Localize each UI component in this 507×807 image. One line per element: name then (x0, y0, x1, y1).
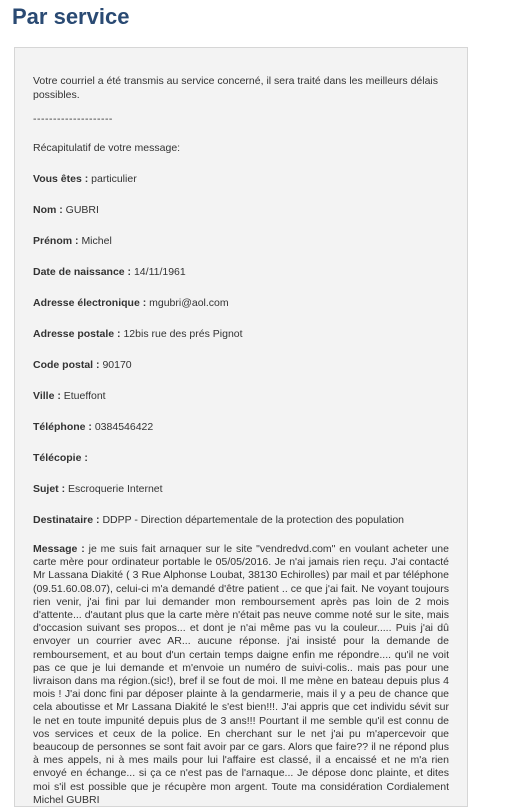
field-telephone (33, 420, 449, 434)
recap-title: Récapitulatif de votre message: (33, 142, 181, 154)
field-adresse-postale (33, 327, 449, 341)
field-label: Sujet : (33, 483, 66, 495)
field-ville (33, 389, 449, 403)
field-label: Code postal : (33, 359, 100, 371)
field-email (33, 296, 449, 310)
page-title: Par service (12, 4, 130, 29)
field-value: 14/11/1961 (133, 266, 186, 278)
message-text: je me suis fait arnaquer sur le site "vendredvd.com" en voulant acheter une carte mère pour ordinateur portable le 05/05/2016. Je n'ai jamais rien reçu. J'ai contacté Mr Lassana Diakité ( 3 Rue Alphonse Loubat, 38130 Echirolles) par mail et par téléphone (09.51.60.08.07), celui-ci m'a demandé d'être patient .. ce que j'ai fait. Ne voyant toujours rien venir, j'ai fini par lui demander mon remboursement après pas loin de 2 mois d'attente... d'autant plus que la carte mère n'était pas neuve comme noté sur le site, mais d'occasion suivant ses propos... et dont je n'ai même pas vu la couleur..... Puis j'ai dû envoyer un courrier avec AR... aucune réponse. j'ai insisté pour la demande de remboursement, et au bout d'un certain temps daigne enfin me répondre.... qu'il ne voit pas ce que je lui demande et m'envoie un numéro de suivi-colis.. mais pas pour une livraison dans ma région.(sic!), bref il se fout de moi. Il me mène en bateau depuis plus 4 mois ! J'ai donc fini par déposer plainte à la gendarmerie, mais il y a peu de chance que cela aboutisse et Mr Lassana Diakité le s'est bien!!!. J'ai appris que cet individu sévit sur le net en toute impunité depuis plus de 3 ans!!! Pourtant il me semble qu'il est connu de vos services et ceux de la police. En cherchant sur le net j'ai pu m'apercevoir que beaucoup de personnes se sont fait avoir par ce gars. Alors que faire?? il ne répond plus à mes appels, ni à mes mails pour lui l'affaire est classé, il a encaissé et ne m'a rien envoyé en échange... si ça ce n'est pas de l'arnaque... Je dépose donc plainte, et dites moi s'il est possible que je récupère mon argent. Toute ma considération Cordialement Michel GUBRI (33, 543, 449, 806)
confirmation-panel (14, 47, 468, 807)
field-label: Prénom : (33, 235, 79, 247)
field-value: 12bis rue des prés Pignot (123, 328, 243, 340)
field-sujet (33, 482, 449, 496)
field-label: Vous êtes : (33, 173, 89, 185)
confirmation-message: Votre courriel a été transmis au service concerné, il sera traité dans les meilleurs délais possibles. (33, 75, 439, 101)
field-destinataire (33, 513, 449, 527)
field-label: Nom : (33, 204, 63, 216)
field-value: GUBRI (65, 204, 99, 216)
field-label: Adresse postale : (33, 328, 121, 340)
field-label: Télécopie : (33, 452, 88, 464)
field-value: 0384546422 (94, 421, 154, 433)
separator-line: -------------------- (33, 113, 113, 125)
message-body (33, 543, 449, 807)
field-value: mgubri@aol.com (149, 297, 229, 309)
field-vous-etes (33, 172, 449, 186)
field-value: Michel (81, 235, 112, 247)
field-label: Ville : (33, 390, 61, 402)
field-value: particulier (91, 173, 137, 185)
field-value: Escroquerie Internet (68, 483, 163, 495)
field-label: Destinataire : (33, 514, 100, 526)
message-label: Message : (33, 543, 85, 555)
field-code-postal (33, 358, 449, 372)
field-value: 90170 (102, 359, 132, 371)
field-label: Adresse électronique : (33, 297, 147, 309)
field-value: Etueffont (63, 390, 106, 402)
field-label: Date de naissance : (33, 266, 132, 278)
field-prenom (33, 234, 449, 248)
field-label: Téléphone : (33, 421, 92, 433)
field-nom (33, 203, 449, 217)
field-date-naissance (33, 265, 449, 279)
field-telecopie (33, 451, 449, 465)
field-value: DDPP - Direction départementale de la protection des population (102, 514, 405, 526)
